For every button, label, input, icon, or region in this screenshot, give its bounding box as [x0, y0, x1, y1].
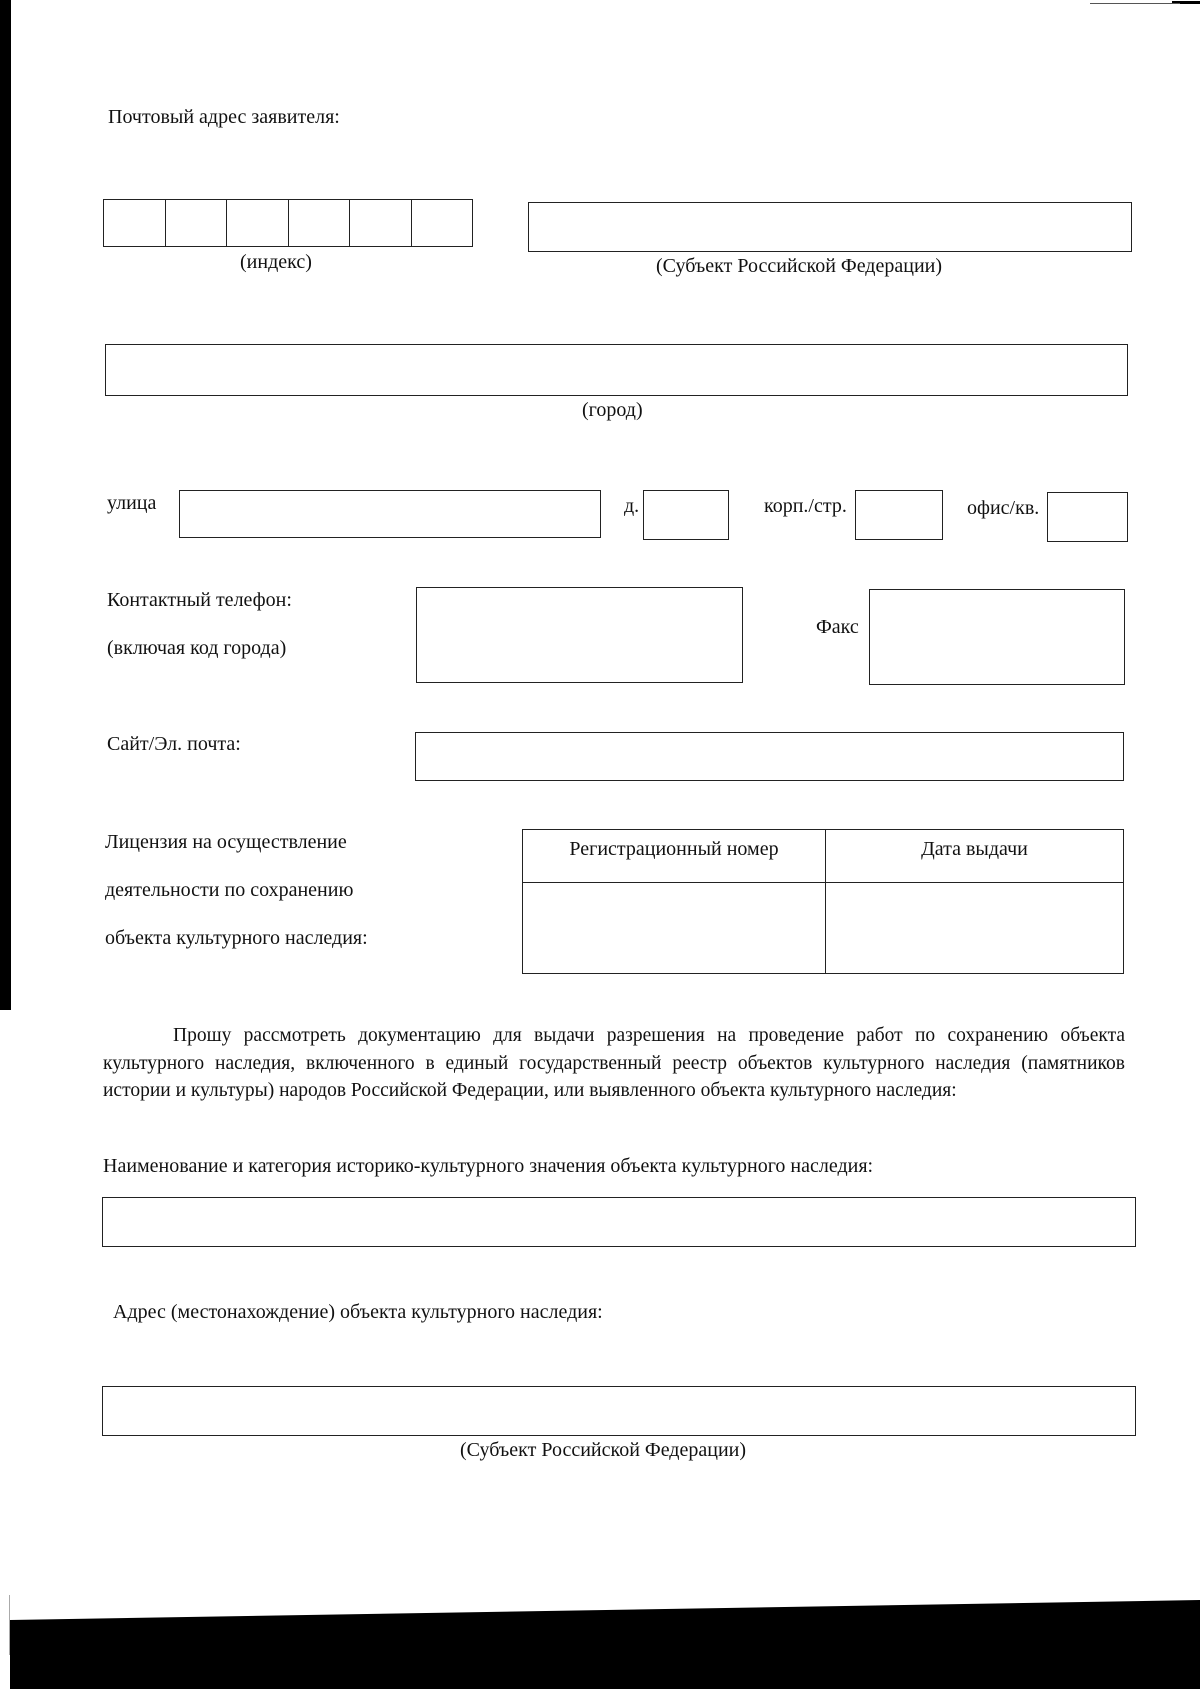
- license-label-line: деятельности по сохранению: [105, 879, 354, 901]
- applicant-address-label: Почтовый адрес заявителя:: [108, 106, 340, 128]
- fax-label: Факс: [816, 616, 859, 638]
- subject-caption: (Субъект Российской Федерации): [656, 255, 943, 277]
- building-label: корп./стр.: [764, 495, 847, 517]
- street-label: улица: [107, 492, 157, 514]
- index-caption: (индекс): [240, 251, 312, 273]
- object-subject-caption: (Субъект Российской Федерации): [460, 1439, 747, 1461]
- phone-sublabel: (включая код города): [107, 637, 287, 659]
- license-header-issue-date: Дата выдачи: [826, 830, 1124, 883]
- city-caption: (город): [582, 399, 643, 421]
- license-header-reg-number: Регистрационный номер: [523, 830, 826, 883]
- site-label: Сайт/Эл. почта:: [107, 733, 241, 755]
- phone-label: Контактный телефон:: [107, 589, 292, 611]
- object-address-label: Адрес (местонахождение) объекта культурного наследия:: [113, 1301, 603, 1323]
- license-label-line: объекта культурного наследия:: [105, 927, 368, 949]
- house-label: д.: [624, 495, 640, 517]
- request-text: Прошу рассмотреть документацию для выдачи разрешения на проведение работ по сохранению объекта культурного наследия, включенного в единый государственный реестр объектов культурного наследия (памятников истории и культуры) народов Российской Федерации, или выявленного объекта культурного наследия:: [103, 1025, 1125, 1101]
- license-label-line: Лицензия на осуществление: [105, 831, 347, 853]
- object-name-label: Наименование и категория историко-культурного значения объекта культурного наследия:: [103, 1155, 874, 1177]
- office-label: офис/кв.: [967, 497, 1040, 519]
